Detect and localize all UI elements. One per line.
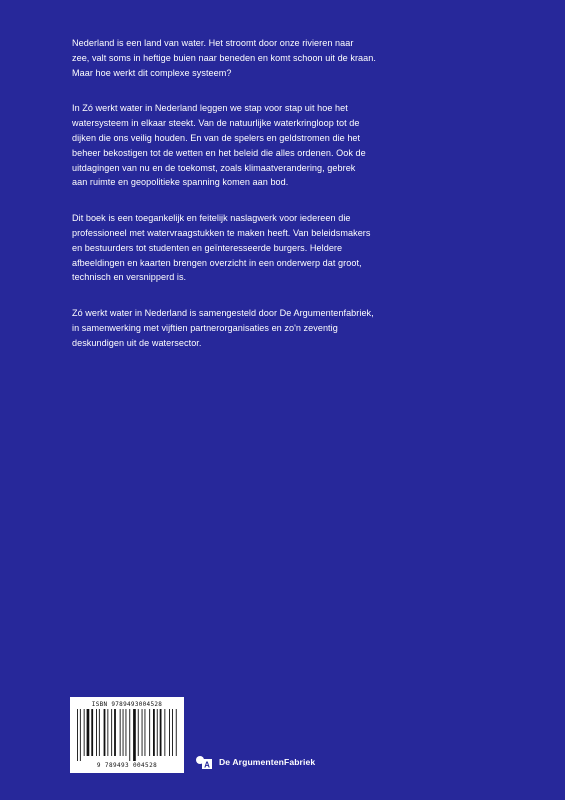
barcode-digits: 9 789493 004528 [96,762,158,769]
blurb-paragraph-intro: Nederland is een land van water. Het stroomt door onze rivieren naar zee, valt soms in heftige buien naar beneden en komt schoon uit de kraan. Maar hoe werkt dit complexe systeem? [72,38,376,78]
blurb-paragraph-audience: Dit boek is een toegankelijk en feitelijk naslagwerk voor iedereen die professioneel met watervraagstukken te maken heeft. Van beleidsmakers en bestuurders tot studenten en geïnteresseerde burgers. Heldere afbeeldingen en kaarten brengen overzicht in een onderwerp dat groot, technisch en versnipperd is. [72,213,371,283]
isbn-barcode [70,697,184,773]
svg-text:A: A [204,760,210,769]
blurb-text [72,36,492,372]
argumentenfabriek-logo-icon [195,755,213,769]
blurb-paragraph-contents: In Zó werkt water in Nederland leggen we stap voor stap uit hoe het watersysteem in elkaar steekt. Van de natuurlijke waterkringloop tot de dijken die ons veilig houden. En van de spelers en geldstromen die het beheer bekostigen tot de wetten en het beleid die alles ordenen. Ook de uitdagingen van nu en de toekomst, zoals klimaatverandering, gebrek aan ruimte en geopolitieke spanning komen aan bod. [72,103,366,188]
blurb-paragraph-credits: Zó werkt water in Nederland is samengesteld door De Argumentenfabriek, in samenwerking met vijftien partnerorganisaties en zo'n zeventig deskundigen uit de watersector. [72,308,374,348]
publisher-logo [195,755,315,769]
publisher-name: De ArgumentenFabriek [219,757,316,767]
isbn-label: ISBN 9789493004528 [91,701,163,708]
barcode-bars-icon [75,709,179,761]
